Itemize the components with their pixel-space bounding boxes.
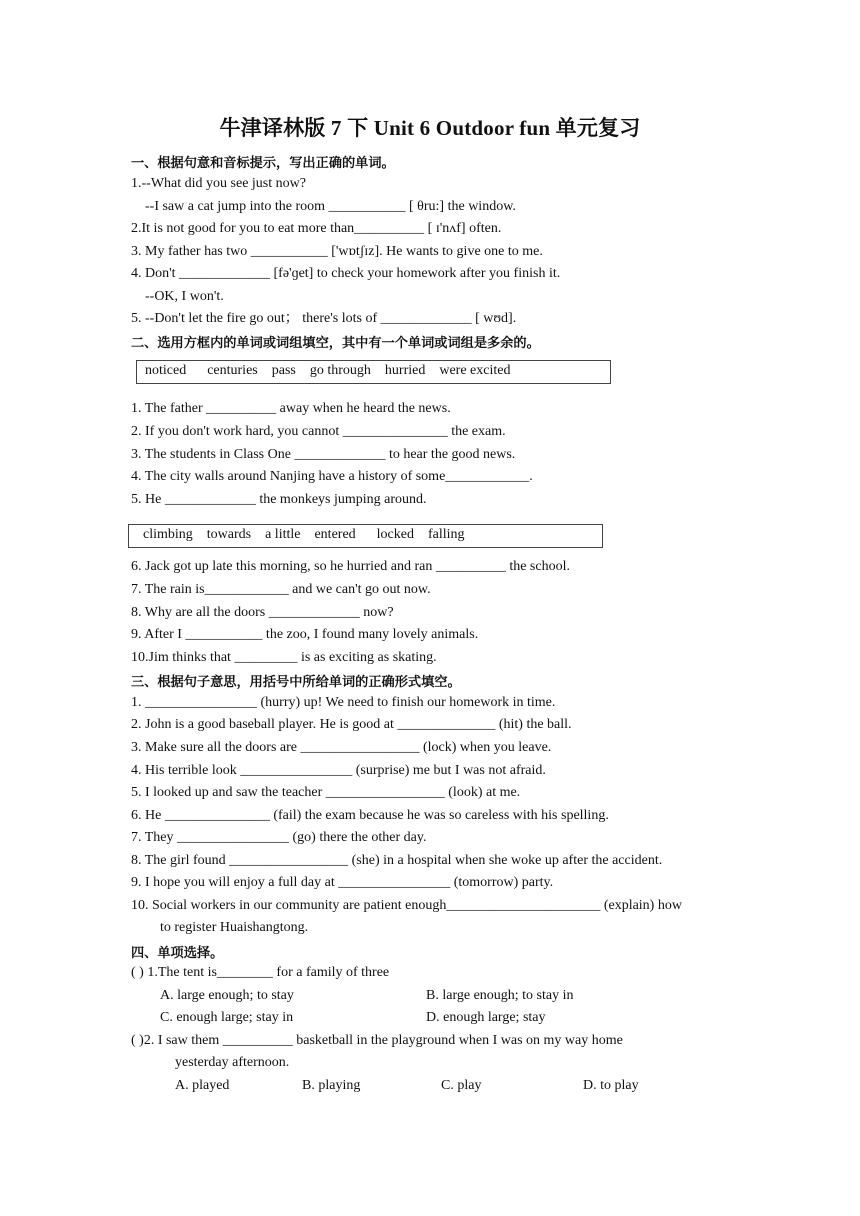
part2-line-1: 1. The father __________ away when he heard the news.: [131, 401, 451, 416]
mc-q1-option-c: C. enough large; stay in: [160, 1010, 294, 1025]
part2-line-6: 6. Jack got up late this morning, so he hurried and ran __________ the school.: [131, 559, 570, 574]
mc-q2-option-a: A. played: [175, 1078, 230, 1093]
word-box-1: noticed centuries pass go through hurried were excited: [136, 360, 611, 384]
part1-line-4: 3. My father has two ___________ ['wɒtʃɪz]. He wants to give one to me.: [131, 244, 543, 259]
part2-line-2: 2. If you don't work hard, you cannot _______________ the exam.: [131, 424, 506, 439]
part3-line-8: 8. The girl found _________________ (she) in a hospital when she woke up after the accident.: [131, 853, 663, 868]
part2-line-9: 9. After I ___________ the zoo, I found many lovely animals.: [131, 627, 479, 642]
part3-line-1: 1. ________________ (hurry) up! We need to finish our homework in time.: [131, 695, 556, 710]
part2-line-10: 10.Jim thinks that _________ is as exciting as skating.: [131, 650, 437, 665]
part3-line-9: 9. I hope you will enjoy a full day at ________________ (tomorrow) party.: [131, 875, 554, 890]
part2-line-4: 4. The city walls around Nanjing have a history of some____________.: [131, 469, 533, 484]
mc-q2-option-b: B. playing: [302, 1078, 361, 1093]
mc-question-1: ( ) 1.The tent is________ for a family of three: [131, 965, 390, 980]
mc-question-2-cont: yesterday afternoon.: [175, 1055, 290, 1070]
part1-line-3: 2.It is not good for you to eat more than__________ [ ɪ'nʌf] often.: [131, 221, 502, 236]
part3-line-6: 6. He _______________ (fail) the exam because he was so careless with his spelling.: [131, 808, 609, 823]
part2-line-5: 5. He _____________ the monkeys jumping around.: [131, 492, 427, 507]
mc-q1-option-b: B. large enough; to stay in: [426, 988, 574, 1003]
part1-line-1: 1.--What did you see just now?: [131, 176, 306, 191]
mc-q2-option-d: D. to play: [583, 1078, 639, 1093]
part3-line-5: 5. I looked up and saw the teacher _________________ (look) at me.: [131, 785, 521, 800]
mc-q1-option-d: D. enough large; stay: [426, 1010, 546, 1025]
mc-question-2: ( )2. I saw them __________ basketball in the playground when I was on my way home: [131, 1033, 623, 1048]
mc-q2-option-c: C. play: [441, 1078, 482, 1093]
word-box-2: climbing towards a little entered locked falling: [128, 524, 603, 548]
page-title: 牛津译林版 7 下 Unit 6 Outdoor fun 单元复习: [219, 116, 641, 140]
part1-line-2: --I saw a cat jump into the room ___________ [ θru:] the window.: [145, 199, 516, 214]
section-2-heading: 二、选用方框内的单词或词组填空，其中有一个单词或词组是多余的。: [131, 336, 540, 351]
part1-line-6: --OK, I won't.: [145, 289, 224, 304]
part2-line-8: 8. Why are all the doors _____________ now?: [131, 605, 394, 620]
part3-line-2: 2. John is a good baseball player. He is good at ______________ (hit) the ball.: [131, 717, 572, 732]
section-3-heading: 三、根据句子意思，用括号中所给单词的正确形式填空。: [131, 675, 461, 690]
part2-line-7: 7. The rain is____________ and we can't go out now.: [131, 582, 431, 597]
part3-line-4: 4. His terrible look ________________ (surprise) me but I was not afraid.: [131, 763, 546, 778]
part1-line-5: 4. Don't _____________ [fə'ɡet] to check your homework after you finish it.: [131, 266, 561, 281]
part3-line-7: 7. They ________________ (go) there the other day.: [131, 830, 427, 845]
part1-line-7: 5. --Don't let the fire go out； there's lots of _____________ [ wʊd].: [131, 311, 517, 326]
section-1-heading: 一、根据句意和音标提示，写出正确的单词。: [131, 156, 395, 171]
part3-line-10-cont: to register Huaishangtong.: [160, 920, 309, 935]
part2-line-3: 3. The students in Class One _____________ to hear the good news.: [131, 447, 516, 462]
part3-line-10: 10. Social workers in our community are patient enough______________________ (explain) how: [131, 898, 682, 913]
part3-line-3: 3. Make sure all the doors are _________________ (lock) when you leave.: [131, 740, 552, 755]
mc-q1-option-a: A. large enough; to stay: [160, 988, 294, 1003]
section-4-heading: 四、单项选择。: [131, 946, 224, 961]
